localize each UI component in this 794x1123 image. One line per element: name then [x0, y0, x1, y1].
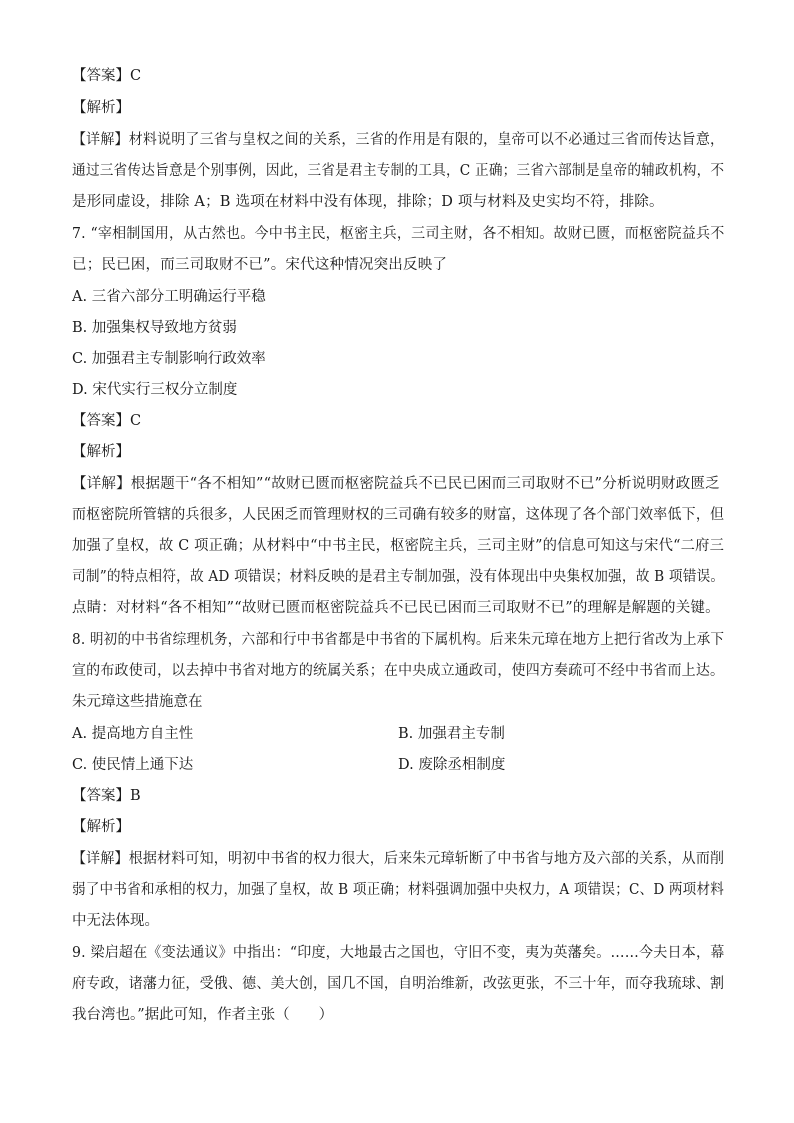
option-d: D. 废除丞相制度 — [398, 757, 506, 773]
option-b: B. 加强集权导致地方贫弱 — [72, 320, 237, 336]
question-9-stem: 9. 梁启超在《变法通议》中指出：“印度，大地最古之国也，守旧不变，夷为英藩矣。……今夫日本，幕 — [72, 945, 725, 961]
detail-text: 是形同虚设，排除 A；B 选项在材料中没有体现，排除；D 项与材料及史实均不符，排除。 — [72, 194, 664, 210]
option-a: A. 三省六部分工明确运行平稳 — [72, 289, 266, 305]
question-7-stem: 7. “宰相制国用，从古然也。今中书主民，枢密主兵，三司主财，各不相知。故财已匮，而枢密院益兵不 — [72, 226, 725, 242]
answer-label: 【答案】B — [72, 788, 141, 804]
detail-text: 【详解】根据材料可知，明初中书省的权力很大，后来朱元璋斩断了中书省与地方及六部的关系，从而削 — [72, 851, 725, 867]
tip-text: 点睛：对材料“各不相知”“故财已匮而枢密院益兵不已民已困而三司取财不已”的理解是解题的关键。 — [72, 600, 720, 616]
detail-text: 中无法体现。 — [72, 913, 159, 929]
detail-text: 【详解】根据题干“各不相知”“故财已匮而枢密院益兵不已民已困而三司取财不已”分析说明财政匮乏 — [72, 476, 720, 492]
detail-text: 而枢密院所管辖的兵很多，人民困乏而管理财权的三司确有较多的财富，这体现了各个部门效率低下，但 — [72, 507, 725, 523]
answer-label: 【答案】C — [72, 413, 142, 429]
detail-text: 司制”的特点相符，故 AD 项错误；材料反映的是君主专制加强，没有体现出中央集权加强，故 B 项错误。 — [72, 569, 725, 585]
question-8-stem: 朱元璋这些措施意在 — [72, 694, 203, 710]
analysis-label: 【解析】 — [72, 100, 130, 116]
detail-text: 加强了皇权，故 C 项正确；从材料中“中书主民，枢密院主兵，三司主财”的信息可知这与宋代“二府三 — [72, 538, 725, 554]
analysis-label: 【解析】 — [72, 444, 130, 460]
answer-label: 【答案】C — [72, 68, 142, 84]
question-8-stem: 8. 明初的中书省综理机务，六部和行中书省都是中书省的下属机构。后来朱元璋在地方上把行省改为上承下 — [72, 632, 725, 648]
detail-text: 【详解】材料说明了三省与皇权之间的关系，三省的作用是有限的，皇帝可以不必通过三省而传达旨意， — [72, 132, 725, 148]
analysis-label: 【解析】 — [72, 819, 130, 835]
option-a: A. 提高地方自主性 — [72, 726, 194, 742]
detail-text: 弱了中书省和承相的权力，加强了皇权，故 B 项正确；材料强调加强中央权力，A 项错误；C、D 两项材料 — [72, 882, 724, 898]
question-7-stem: 已；民已困，而三司取财不已”。宋代这种情况突出反映了 — [72, 257, 448, 273]
option-c: C. 加强君主专制影响行政效率 — [72, 351, 266, 367]
option-b: B. 加强君主专制 — [398, 726, 505, 742]
option-d: D. 宋代实行三权分立制度 — [72, 382, 238, 398]
option-c: C. 使民情上通下达 — [72, 757, 194, 773]
detail-text: 通过三省传达旨意是个别事例，因此，三省是君主专制的工具，C 正确；三省六部制是皇帝的辅政机构，不 — [72, 163, 725, 179]
question-9-stem: 我台湾也。”据此可知，作者主张（ ） — [72, 1007, 334, 1023]
question-9-stem: 府专政，诸藩力征，受俄、德、美大创，国几不国，自明治维新，改弦更张，不三十年，而夺我琉球、割 — [72, 976, 725, 992]
question-8-stem: 宣的布政使司，以去掉中书省对地方的统属关系；在中央成立通政司，使四方奏疏可不经中书省而上达。 — [72, 663, 725, 679]
